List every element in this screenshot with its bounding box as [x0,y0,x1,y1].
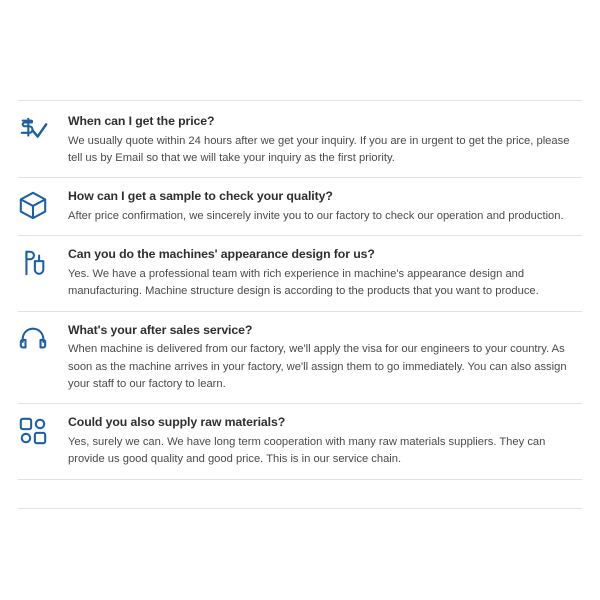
raw-materials-blocks-icon [18,416,48,446]
faq-item [18,236,582,311]
bottom-divider [18,508,582,509]
faq-question: Can you do the machines' appearance design for us? [68,247,375,262]
faq-list [18,100,582,480]
faq-item [18,404,582,479]
faq-answer: When machine is delivered from our factory, we'll apply the visa for our engineers to your country. As soon as the machine arrives in your factory, we'll assign them to go immediately. You can also assign your staff to our factory to learn. [68,343,567,390]
faq-icon-cell [18,113,68,145]
faq-answer: After price confirmation, we sincerely invite you to our factory to check our operation and production. [68,209,564,222]
package-box-icon [18,190,48,220]
faq-icon-cell [18,322,68,354]
price-tag-check-icon [18,115,48,145]
faq-question: How can I get a sample to check your quality? [68,189,333,204]
faq-question: What's your after sales service? [68,322,253,337]
faq-answer: Yes. We have a professional team with rich experience in machine's appearance design and manufacturing. Machine structure design is according to the products that you want to produce. [68,267,539,298]
faq-icon-cell [18,414,68,446]
faq-icon-cell [18,188,68,220]
faq-text-cell [68,414,582,468]
faq-text-cell [68,113,582,167]
faq-text-cell [68,188,582,225]
faq-answer: We usually quote within 24 hours after we get your inquiry. If you are in urgent to get the price, please tell us by Email so that we will take your inquiry as the first priority. [68,134,570,164]
faq-question: Could you also supply raw materials? [68,415,286,430]
faq-icon-cell [18,246,68,278]
faq-text-cell [68,322,582,394]
faq-question: When can I get the price? [68,114,215,128]
faq-text-cell [68,246,582,300]
faq-answer: Yes, surely we can. We have long term cooperation with many raw materials suppliers. They can provide us good quality and good price. This is in our service chain. [68,435,546,466]
design-pen-icon [18,248,48,278]
headset-support-icon [18,324,48,354]
faq-item [18,100,582,178]
faq-item [18,178,582,236]
faq-item [18,312,582,405]
